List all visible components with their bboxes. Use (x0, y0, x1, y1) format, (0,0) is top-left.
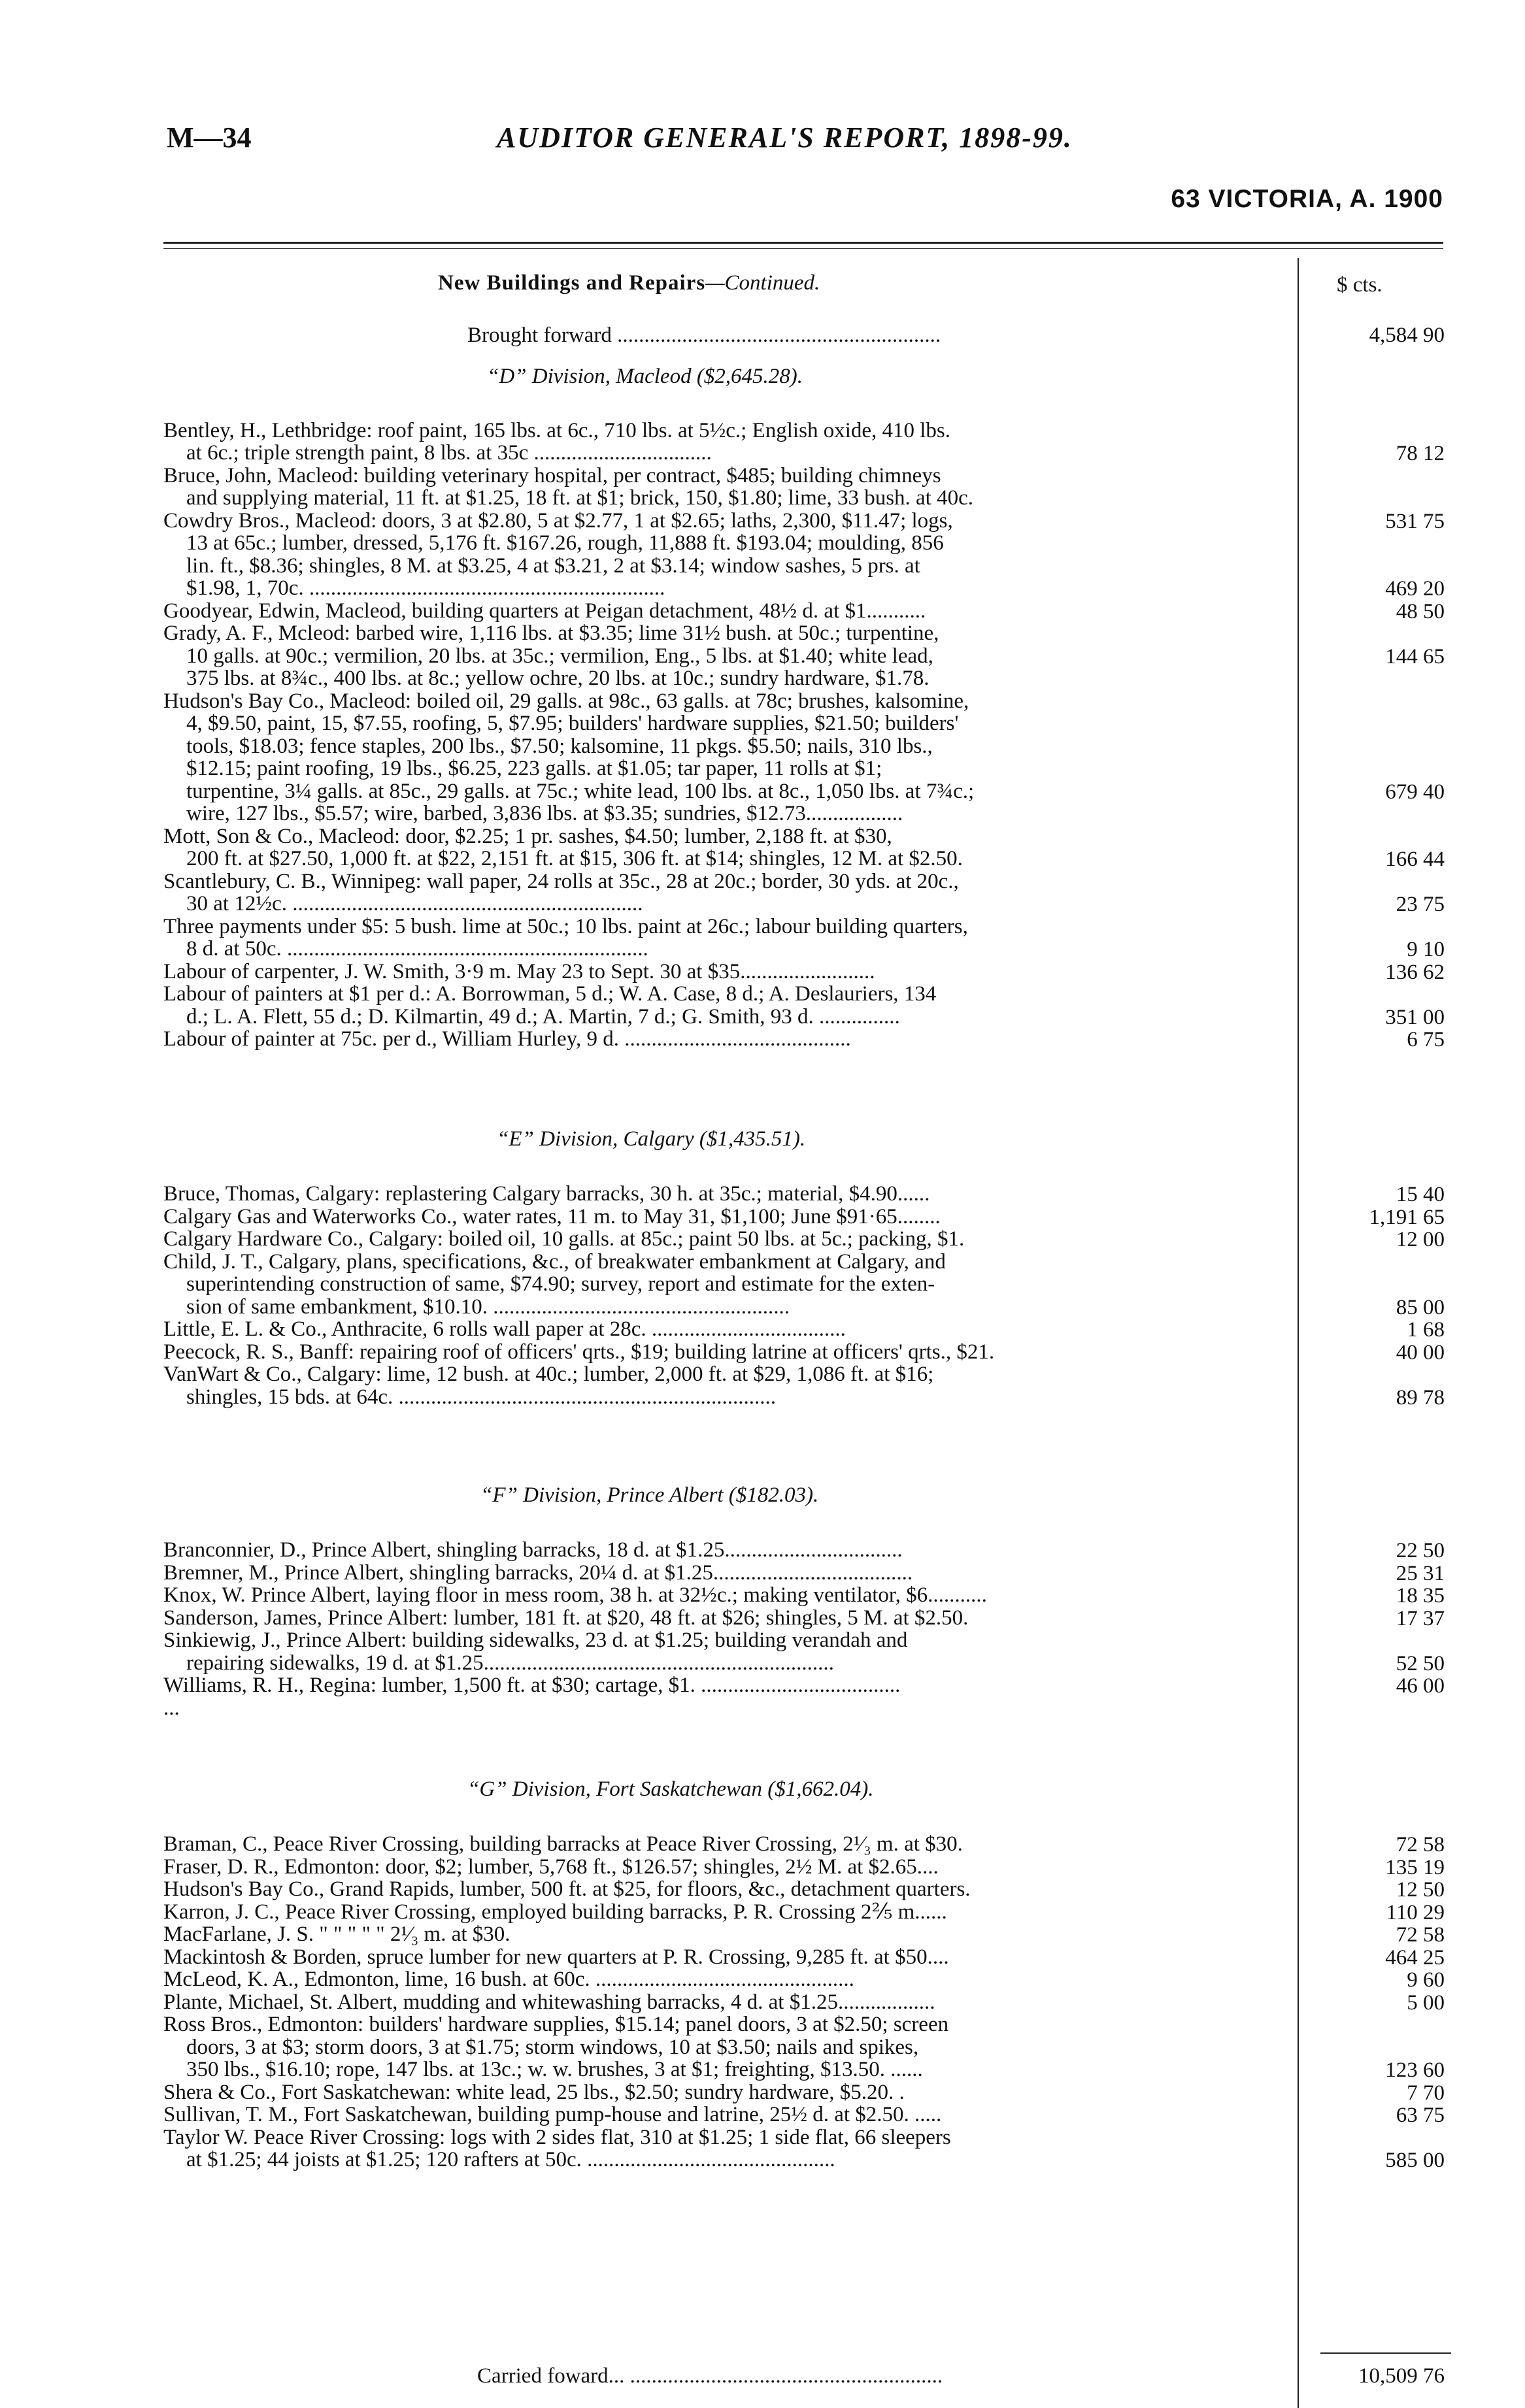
ledger-line: Sullivan, T. M., Fort Saskatchewan, building pump-house and latrine, 25½ d. at $2.50. ..... (163, 2103, 942, 2126)
header-rule-thin (163, 248, 1443, 249)
division-title-d: “D” Division, Macleod ($2,645.28). (487, 365, 803, 388)
ledger-line: Child, J. T., Calgary, plans, specifications, &c., of breakwater embankment at Calgary, and (163, 1251, 946, 1274)
ledger-line: Scantlebury, C. B., Winnipeg: wall paper, 24 rolls at 35c., 28 at 20c.; border, 30 yds. at 20c., (163, 870, 959, 893)
page-id: M—34 (167, 122, 252, 154)
ledger-amount: 46 00 (1396, 1674, 1445, 1698)
ledger-amount: 464 25 (1385, 1946, 1445, 1970)
ledger-line: and supplying material, 11 ft. at $1.25, 18 ft. at $1; brick, 150, $1.80; lime, 33 bush. at 40c. (186, 487, 974, 510)
ledger-amount: 22 50 (1396, 1539, 1445, 1562)
section-title: New Buildings and Repairs (438, 271, 706, 295)
ledger-line: Bremner, M., Prince Albert, shingling barracks, 20¼ d. at $1.25..................................... (163, 1562, 913, 1585)
ledger-line: VanWart & Co., Calgary: lime, 12 bush. at 40c.; lumber, 2,000 ft. at $29, 1,086 ft. at $16; (163, 1363, 934, 1386)
ledger-amount: 136 62 (1385, 961, 1445, 984)
ledger-line: 4, $9.50, paint, 15, $7.55, roofing, 5, $7.95; builders' hardware supplies, $21.50; builders' (186, 712, 959, 735)
ledger-line: Labour of painters at $1 per d.: A. Borrowman, 5 d.; W. A. Case, 8 d.; A. Deslauriers, 134 (163, 983, 937, 1006)
ledger-amount: 48 50 (1396, 600, 1445, 623)
ledger-amount: 5 00 (1407, 1991, 1445, 2015)
ledger-line: tools, $18.03; fence staples, 200 lbs., $7.50; kalsomine, 11 pkgs. $5.50; nails, 310 lbs., (186, 735, 933, 758)
ledger-line: Goodyear, Edwin, Macleod, building quarters at Peigan detachment, 48½ d. at $1........... (163, 600, 926, 623)
ledger-line: Little, E. L. & Co., Anthracite, 6 rolls wall paper at 28c. .................................... (163, 1318, 846, 1341)
ledger-line: Grady, A. F., Mcleod: barbed wire, 1,116 lbs. at $3.35; lime 31½ bush. at 50c.; turpentine, (163, 622, 939, 645)
ledger-line: 375 lbs. at 8¾c., 400 lbs. at 8c.; yellow ochre, 20 lbs. at 10c.; sundry hardware, $1.78. (186, 667, 930, 690)
ledger-amount: 17 37 (1396, 1607, 1445, 1630)
ledger-amount: 40 00 (1396, 1341, 1445, 1364)
ledger-line: sion of same embankment, $10.10. ....................................................... (186, 1296, 790, 1319)
ledger-amount: 135 19 (1385, 1856, 1445, 1879)
ledger-amount: 52 50 (1396, 1652, 1445, 1675)
ledger-amount: 144 65 (1385, 645, 1445, 668)
ledger-amount: 7 70 (1407, 2081, 1445, 2105)
ledger-line: $1.98, 1, 70c. .................................................................. (186, 577, 665, 600)
ledger-line: 350 lbs., $16.10; rope, 147 lbs. at 13c.; w. w. brushes, 3 at $1; freighting, $13.50. ...... (186, 2058, 923, 2081)
brought-forward-label: Brought forward ............................................................ (467, 323, 941, 347)
report-title: AUDITOR GENERAL'S REPORT, 1898-99. (497, 122, 1073, 154)
ledger-amount: 1 68 (1407, 1318, 1445, 1342)
ledger-amount: 63 75 (1396, 2103, 1445, 2127)
ledger-line: Cowdry Bros., Macleod: doors, 3 at $2.80, 5 at $2.77, 1 at $2.65; laths, 2,300, $11.47; logs, (163, 510, 953, 533)
ledger-amount: 72 58 (1396, 1833, 1445, 1856)
ledger-amount: 110 29 (1386, 1901, 1445, 1924)
ledger-line: Mott, Son & Co., Macleod: door, $2.25; 1 pr. sashes, $4.50; lumber, 2,188 ft. at $30, (163, 825, 892, 848)
ledger-line: Bruce, Thomas, Calgary: replastering Calgary barracks, 30 h. at 35c.; material, $4.90...... (163, 1183, 930, 1206)
division-title-e: “E” Division, Calgary ($1,435.51). (497, 1127, 806, 1151)
ledger-line: MacFarlane, J. S. " " " " " 2¹⁄₃ m. at $30. (163, 1923, 511, 1946)
ledger-line: 30 at 12½c. ................................................................. (186, 893, 643, 915)
ledger-amount: 351 00 (1385, 1006, 1445, 1029)
ledger-line: Sinkiewig, J., Prince Albert: building sidewalks, 23 d. at $1.25; building verandah and (163, 1629, 908, 1652)
amount-column-rule (1298, 258, 1299, 2408)
ledger-line: 13 at 65c.; lumber, dressed, 5,176 ft. $167.26, rough, 11,888 ft. $193.04; moulding, 856 (186, 532, 944, 555)
carried-forward-rule (1320, 2352, 1451, 2354)
ledger-line: repairing sidewalks, 19 d. at $1.25................................................................. (186, 1652, 834, 1675)
ledger-line: Fraser, D. R., Edmonton: door, $2; lumber, 5,768 ft., $126.57; shingles, 2½ M. at $2.65.... (163, 1856, 939, 1879)
ledger-amount: 18 35 (1396, 1584, 1445, 1608)
ledger-amount: 78 12 (1396, 442, 1445, 465)
ledger-line: wire, 127 lbs., $5.57; wire, barbed, 3,836 lbs. at $3.35; sundries, $12.73.................. (186, 802, 903, 825)
ledger-amount: 166 44 (1385, 848, 1445, 871)
ledger-line: $12.15; paint roofing, 19 lbs., $6.25, 223 galls. at $1.05; tar paper, 11 rolls at $1; (186, 757, 882, 780)
ledger-line: Sanderson, James, Prince Albert: lumber, 181 ft. at $20, 48 ft. at $26; shingles, 5 M. at $2.50. (163, 1607, 969, 1630)
ledger-amount: 123 60 (1385, 2058, 1445, 2082)
header-rule (163, 242, 1443, 244)
carried-forward-amount: 10,509 76 (1358, 2364, 1445, 2388)
ledger-line: 10 galls. at 90c.; vermilion, 20 lbs. at 35c.; vermilion, Eng., 5 lbs. at $1.40; white lead, (186, 645, 933, 668)
ledger-line: Knox, W. Prince Albert, laying floor in mess room, 38 h. at 32½c.; making ventilator, $6........... (163, 1584, 987, 1607)
ledger-line: turpentine, 3¼ galls. at 85c., 29 galls. at 75c.; white lead, 100 lbs. at 8c., 1,050 lbs. at 7¾c.; (186, 780, 975, 803)
ledger-amount: 23 75 (1396, 893, 1445, 916)
ledger-line: Taylor W. Peace River Crossing: logs with 2 sides flat, 310 at $1.25; 1 side flat, 66 sleepers (163, 2126, 951, 2149)
ledger-amount: 679 40 (1385, 780, 1445, 804)
division-title-f: “F” Division, Prince Albert ($182.03). (480, 1483, 819, 1507)
ledger-line: Shera & Co., Fort Saskatchewan: white lead, 25 lbs., $2.50; sundry hardware, $5.20. . (163, 2081, 905, 2104)
ledger-amount: 585 00 (1385, 2149, 1445, 2172)
money-column-heading: $ cts. (1337, 273, 1383, 297)
ledger-line: Bentley, H., Lethbridge: roof paint, 165 lbs. at 6c., 710 lbs. at 5½c.; English oxide, 410 lbs. (163, 420, 951, 442)
session-label: 63 VICTORIA, A. 1900 (1171, 185, 1443, 213)
ledger-line: doors, 3 at $3; storm doors, 3 at $1.75; storm windows, 10 at $3.50; nails and spikes, (186, 2036, 919, 2059)
brought-forward-amount: 4,584 90 (1369, 323, 1445, 347)
ledger-line: Karron, J. C., Peace River Crossing, employed building barracks, P. R. Crossing 2⅖ m...... (163, 1901, 947, 1924)
ledger-line: Branconnier, D., Prince Albert, shingling barracks, 18 d. at $1.25................................. (163, 1539, 903, 1562)
ledger-line: Ross Bros., Edmonton: builders' hardware supplies, $15.14; panel doors, 3 at $2.50; screen (163, 2013, 949, 2036)
ledger-amount: 72 58 (1396, 1923, 1445, 1947)
ledger-line: Plante, Michael, St. Albert, mudding and whitewashing barracks, 4 d. at $1.25.................. (163, 1991, 935, 2014)
ledger-amount: 25 31 (1396, 1562, 1445, 1585)
ledger-amount: 12 50 (1396, 1878, 1445, 1902)
ledger-line: Braman, C., Peace River Crossing, building barracks at Peace River Crossing, 2¹⁄₃ m. at $30. (163, 1833, 963, 1856)
ledger-amount: 15 40 (1396, 1183, 1445, 1206)
ledger-line: Labour of painter at 75c. per d., William Hurley, 9 d. .......................................... (163, 1028, 851, 1051)
ledger-amount: 1,191 65 (1369, 1206, 1445, 1229)
carried-forward-label: Carried foward... .......................................................... (477, 2364, 943, 2388)
division-title-g: “G” Division, Fort Saskatchewan ($1,662.04). (467, 1777, 874, 1801)
ledger-line: superintending construction of same, $74.90; survey, report and estimate for the exten- (186, 1273, 935, 1296)
ledger-line: Three payments under $5: 5 bush. lime at 50c.; 10 lbs. paint at 26c.; labour building quarters, (163, 915, 968, 938)
ledger-line: McLeod, K. A., Edmonton, lime, 16 bush. at 60c. ................................................ (163, 1968, 854, 1991)
ledger-line: at $1.25; 44 joists at $1.25; 120 rafters at 50c. .............................................. (186, 2149, 835, 2171)
ledger-line: Mackintosh & Borden, spruce lumber for new quarters at P. R. Crossing, 9,285 ft. at $50.... (163, 1946, 949, 1969)
ledger-line: at 6c.; triple strength paint, 8 lbs. at 35c ................................. (186, 442, 712, 465)
section-continued: —Continued. (705, 271, 820, 295)
ledger-amount: 9 60 (1407, 1968, 1445, 1992)
ledger-line: Williams, R. H., Regina: lumber, 1,500 ft. at $30; cartage, $1. ..................................... (163, 1674, 901, 1697)
ledger-line: Calgary Hardware Co., Calgary: boiled oil, 10 galls. at 85c.; paint 50 lbs. at 5c.; packing, $1. (163, 1228, 965, 1251)
ledger-line: Peecock, R. S., Banff: repairing roof of officers' qrts., $19; building latrine at officers' qrts., $21. (163, 1341, 995, 1364)
ledger-line: Hudson's Bay Co., Macleod: boiled oil, 29 galls. at 98c., 63 galls. at 78c; brushes, kalsomine, (163, 690, 969, 713)
ledger-line: d.; L. A. Flett, 55 d.; D. Kilmartin, 49 d.; A. Martin, 7 d.; G. Smith, 93 d. ............... (186, 1006, 900, 1029)
ledger-line: Bruce, John, Macleod: building veterinary hospital, per contract, $485; building chimneys (163, 465, 941, 487)
ledger-amount: 6 75 (1407, 1028, 1445, 1051)
ledger-amount: 12 00 (1396, 1228, 1445, 1251)
ledger-line: shingles, 15 bds. at 64c. ...................................................................... (186, 1386, 776, 1409)
ledger-line: 8 d. at 50c. ................................................................... (186, 938, 648, 961)
ledger-line: ... (163, 1697, 180, 1720)
ledger-line: Calgary Gas and Waterworks Co., water rates, 11 m. to May 31, $1,100; June $91·65........ (163, 1206, 941, 1229)
ledger-line: lin. ft., $8.36; shingles, 8 M. at $3.25, 4 at $3.21, 2 at $3.14; window sashes, 5 prs. at (186, 555, 920, 578)
ledger-line: 200 ft. at $27.50, 1,000 ft. at $22, 2,151 ft. at $15, 306 ft. at $14; shingles, 12 M. at $2.50. (186, 848, 963, 870)
ledger-line: Labour of carpenter, J. W. Smith, 3·9 m. May 23 to Sept. 30 at $35......................... (163, 961, 875, 983)
ledger-amount: 89 78 (1396, 1386, 1445, 1410)
ledger-line: Hudson's Bay Co., Grand Rapids, lumber, 500 ft. at $25, for floors, &c., detachment quarters. (163, 1878, 971, 1901)
section-heading (438, 271, 820, 295)
ledger-amount: 531 75 (1385, 510, 1445, 533)
ledger-amount: 469 20 (1385, 577, 1445, 601)
ledger-amount: 9 10 (1407, 938, 1445, 961)
ledger-amount: 85 00 (1396, 1296, 1445, 1319)
